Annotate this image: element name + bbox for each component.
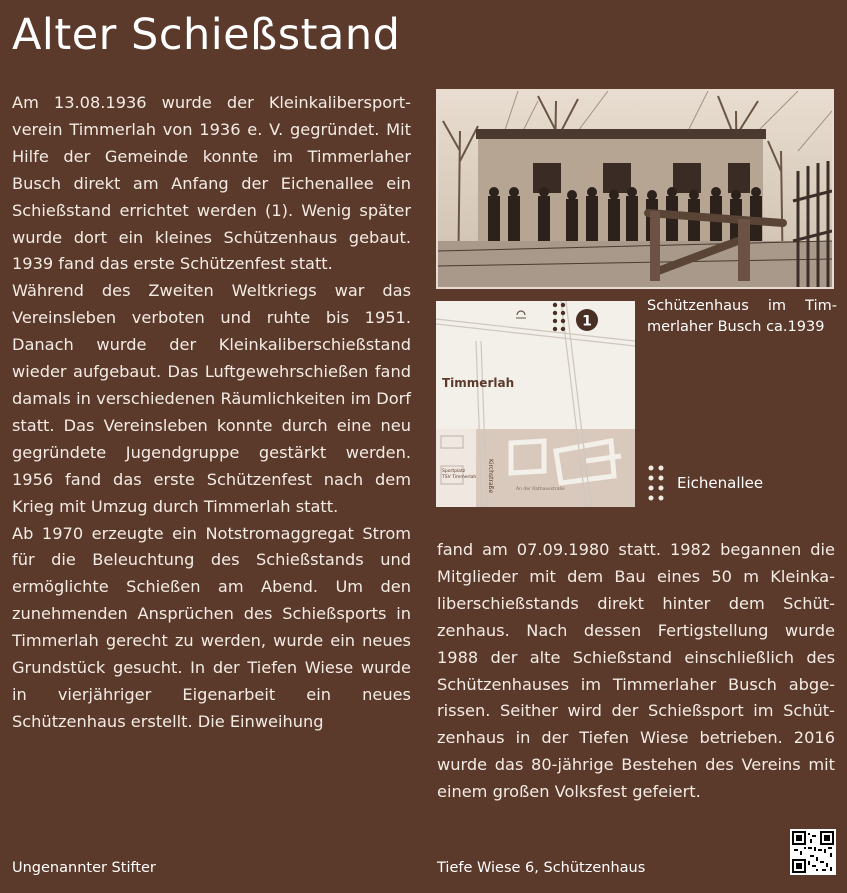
map-field-label-1: Sportplatz: [442, 469, 466, 474]
map-legend: [647, 464, 763, 502]
paragraph-3: Ab 1970 erzeugte ein Notstromaggregat Strom für die Beleuchtung des Schießstands und ermöglichte Schießen am Abend. Um den zunehmenden Ansprüchen des Schießsports in Timmerlah gerecht zu werden, wurde ein neues Grundstück gesucht. In der Tiefen Wiese wurde in vierjähriger Eigenarbeit ein neues Schützenhaus erstellt. Die Einweihung: [12, 523, 411, 731]
map-illustration: [436, 301, 635, 507]
paragraph-continued: fand am 07.09.1980 statt. 1982 begannen die Mitglieder mit dem Bau eines 50 m Kleinkaliberschießstands direkt hinter dem Schützenhaus. Nach dessen Fertigstellung wurde 1988 der alte Schießstand einschließlich des Schützenhauses im Timmerlaher Busch abgerissen. Seither wird der Schießsport im Schützenhaus in der Tiefen Wiese betrieben. 2016 wurde das 80-jährige Bestehen des Vereins mit einem großen Volksfest gefeiert.: [437, 540, 835, 802]
photo-caption: Schützenhaus im Timmerlaher Busch ca.1939: [647, 298, 837, 335]
map-road-label: An der Rathausstraße: [516, 487, 565, 492]
map-place-label: Timmerlah: [442, 376, 515, 390]
map-marker-number: 1: [582, 313, 592, 330]
sponsor-credit: Ungenannter Stifter: [12, 860, 156, 876]
historic-photo: [436, 89, 834, 289]
schuetzenhaus-photo-illustration: [438, 91, 832, 287]
qr-code[interactable]: [790, 829, 836, 875]
map-street-label: Kirchstraße: [487, 459, 494, 494]
footer-address: Tiefe Wiese 6, Schützenhaus: [437, 860, 646, 876]
page-title: Alter Schießstand: [12, 10, 401, 60]
legend-label: Eichenallee: [677, 474, 764, 492]
main-text-right: [437, 537, 835, 806]
qr-code-icon: [792, 831, 834, 873]
dotted-path-icon: [647, 464, 667, 502]
main-text-left: [12, 90, 411, 736]
map-field-label-2: TSV Timmerlah: [442, 475, 477, 480]
paragraph-2: Während des Zweiten Weltkriegs war das Vereinsleben verboten und ruhte bis 1951. Danach wurde der Kleinkaliberschießstand wieder aufgebaut. Das Luftgewehrschießen fand damals in verschiedenen Räumlichkeiten im Dorf statt. Das Vereinsleben konnte durch eine neu gegründete Jugendgruppe gestärkt werden. 1956 fand das erste Schützenfest nach dem Krieg mit Umzug durch Timmerlah statt.: [12, 281, 411, 516]
paragraph-1: Am 13.08.1936 wurde der Kleinkalibersportverein Timmerlah von 1936 e. V. gegründet. Mit Hilfe der Gemeinde konnte im Timmerlaher Busch direkt am Anfang der Eichenallee ein Schießstand errichtet werden (1). Wenig später wurde dort ein kleines Schützenhaus gebaut. 1939 fand das erste Schützenfest statt.: [12, 93, 411, 274]
location-map: [436, 301, 635, 507]
